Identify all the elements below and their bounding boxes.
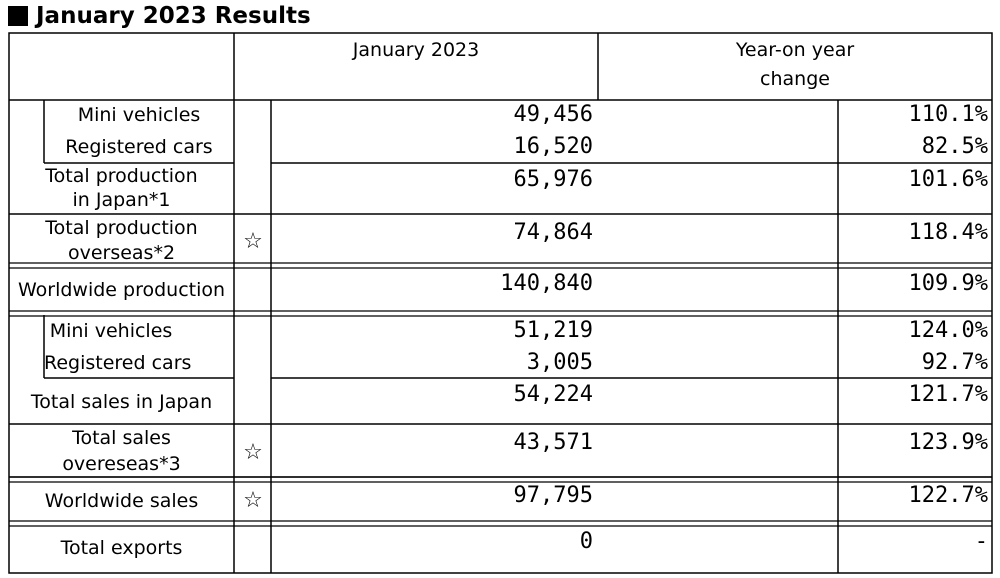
- row-value: 74,864: [513, 220, 593, 245]
- row-label-line2: in Japan*1: [72, 189, 171, 211]
- star-icon: ☆: [243, 488, 263, 513]
- row-value: 51,219: [513, 318, 593, 343]
- row-change: 124.0%: [908, 318, 988, 343]
- row-change: 110.1%: [908, 102, 988, 127]
- row-change: 109.9%: [908, 271, 988, 296]
- row-value: 43,571: [513, 430, 593, 455]
- row-label-line2: overeseas*3: [62, 453, 181, 475]
- row-label: Registered cars: [44, 352, 192, 374]
- header-change-line2: change: [760, 68, 830, 90]
- row-value: 3,005: [526, 350, 593, 375]
- row-value: 65,976: [513, 167, 593, 192]
- header-change-line1: Year-on year: [735, 39, 855, 61]
- row-label: Worldwide production: [17, 279, 226, 301]
- row-label: Total sales in Japan: [30, 391, 213, 413]
- row-value: 140,840: [500, 271, 593, 296]
- row-label: Mini vehicles: [49, 320, 173, 342]
- row-label: Worldwide sales: [44, 490, 199, 512]
- star-icon: ☆: [243, 229, 263, 254]
- row-label: Mini vehicles: [77, 104, 201, 126]
- row-change: 121.7%: [908, 382, 988, 407]
- header-period: January 2023: [352, 39, 480, 61]
- row-label-line1: Total sales: [72, 427, 171, 449]
- row-change: 118.4%: [908, 220, 988, 245]
- title-text: January 2023 Results: [36, 3, 311, 29]
- row-change: -: [974, 529, 988, 554]
- row-change: 122.7%: [908, 483, 988, 508]
- row-value: 16,520: [513, 134, 593, 159]
- row-change: 82.5%: [921, 134, 988, 159]
- row-label-line1: Total production: [45, 165, 198, 187]
- row-value: 49,456: [513, 102, 593, 127]
- row-value: 0: [579, 529, 593, 554]
- row-label: Registered cars: [65, 136, 213, 158]
- row-label-line1: Total production: [45, 217, 198, 239]
- row-value: 97,795: [513, 483, 593, 508]
- row-change: 92.7%: [921, 350, 988, 375]
- row-change: 123.9%: [908, 430, 988, 455]
- row-label: Total exports: [60, 537, 183, 559]
- row-change: 101.6%: [908, 167, 988, 192]
- star-icon: ☆: [243, 440, 263, 465]
- row-label-line2: overseas*2: [67, 242, 176, 264]
- row-value: 54,224: [513, 382, 593, 407]
